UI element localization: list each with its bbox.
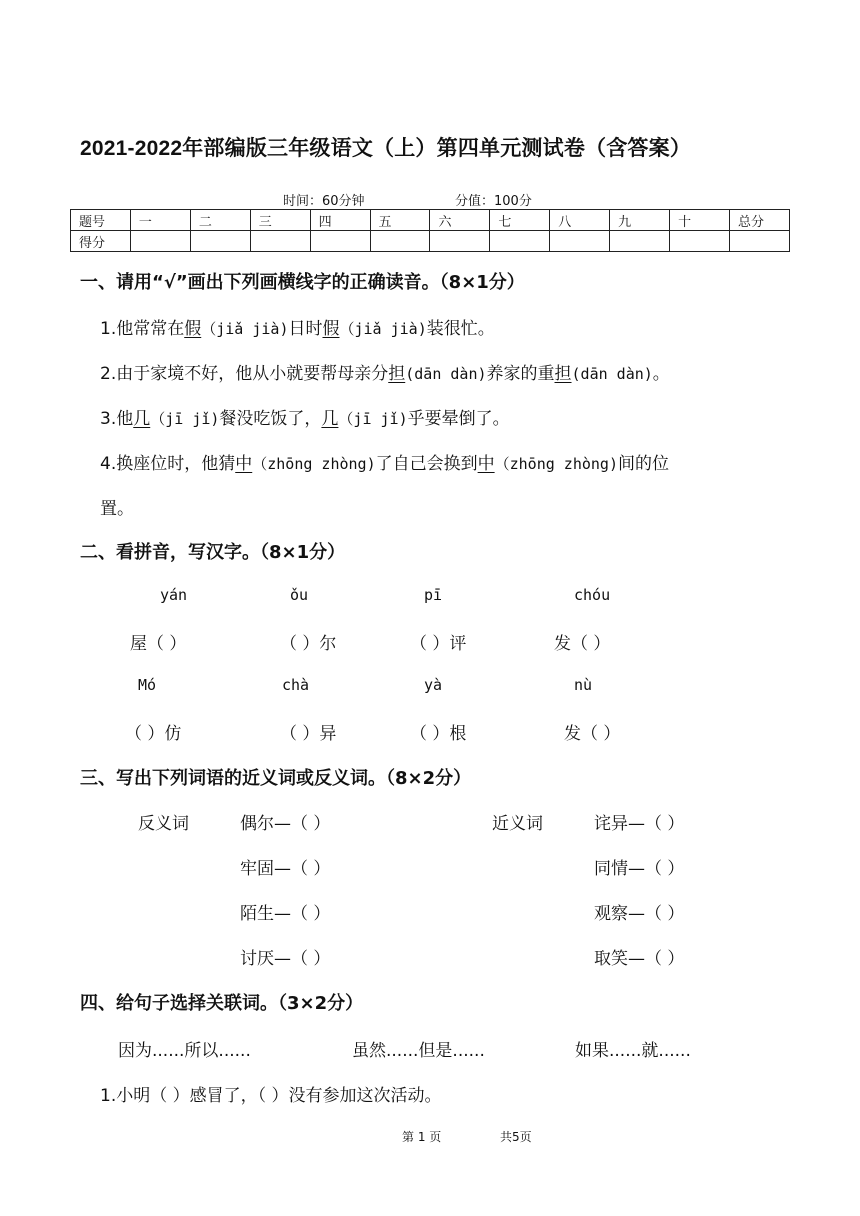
- pinyin-label: chóu: [574, 586, 611, 604]
- text: 餐没吃饭了，: [219, 409, 322, 429]
- score-cell[interactable]: [310, 231, 370, 252]
- write-char-item[interactable]: 发（ ）: [554, 634, 611, 654]
- underlined-char: 担: [554, 364, 572, 384]
- underlined-char: 几: [133, 409, 151, 429]
- pinyin-choice[interactable]: (dān dàn): [571, 365, 653, 383]
- score-cell[interactable]: [250, 231, 310, 252]
- exam-score: 分值：100分: [455, 194, 532, 209]
- word-item[interactable]: 取笑—（ ）: [594, 949, 685, 969]
- write-char-item[interactable]: （ ）评: [410, 634, 467, 654]
- page-total: 共5页: [500, 1130, 532, 1144]
- word-item[interactable]: 陌生—（ ）: [240, 904, 331, 924]
- underlined-char: 假: [184, 319, 202, 339]
- table-cell: 题号: [71, 210, 131, 231]
- section-4-heading: 四、给句子选择关联词。（3×2分）: [80, 993, 364, 1014]
- score-cell[interactable]: [130, 231, 190, 252]
- text: 3.他: [100, 409, 134, 429]
- text: 。: [652, 364, 670, 384]
- underlined-char: 几: [321, 409, 339, 429]
- underlined-char: 中: [235, 454, 253, 474]
- score-cell[interactable]: [490, 231, 550, 252]
- write-char-item[interactable]: （ ）仿: [125, 724, 182, 744]
- pinyin-label: nù: [574, 676, 593, 694]
- table-cell: 得分: [71, 231, 131, 252]
- word-item[interactable]: 诧异—（ ）: [594, 814, 685, 834]
- section-3-heading: 三、写出下列词语的近义词或反义词。（8×2分）: [80, 768, 472, 789]
- pinyin-choice[interactable]: （zhōng zhòng): [494, 455, 618, 473]
- table-cell: 六: [430, 210, 490, 231]
- score-cell[interactable]: [430, 231, 490, 252]
- conjunction-option: 因为......所以......: [118, 1041, 251, 1061]
- write-char-item[interactable]: 发（ ）: [564, 724, 621, 744]
- s1-question-3: [100, 404, 510, 429]
- pinyin-choice[interactable]: (dān dàn): [405, 365, 487, 383]
- write-char-item[interactable]: 屋（ ）: [130, 634, 187, 654]
- s1-question-2: [100, 359, 670, 384]
- s1-question-1: [100, 314, 495, 339]
- score-cell[interactable]: [670, 231, 730, 252]
- page-number: 第 1 页: [402, 1130, 442, 1144]
- score-cell[interactable]: [550, 231, 610, 252]
- pinyin-choice[interactable]: （jī jǐ): [150, 410, 220, 428]
- s4-question-1[interactable]: 1.小明（ ）感冒了，（ ）没有参加这次活动。: [100, 1086, 442, 1106]
- table-cell: 九: [610, 210, 670, 231]
- table-cell: 一: [130, 210, 190, 231]
- pinyin-choice[interactable]: （jiǎ jià): [339, 320, 427, 338]
- score-table-score-row: [71, 231, 790, 252]
- word-item[interactable]: 牢固—（ ）: [240, 859, 331, 879]
- text: 2.由于家境不好，他从小就要帮母亲分: [100, 364, 389, 384]
- exam-time: 时间：60分钟: [283, 194, 365, 209]
- pinyin-label: Mó: [138, 676, 157, 694]
- table-cell: 三: [250, 210, 310, 231]
- section-2-heading: 二、看拼音，写汉字。（8×1分）: [80, 542, 346, 563]
- word-item[interactable]: 讨厌—（ ）: [240, 949, 331, 969]
- s1-question-4-cont: 置。: [100, 499, 134, 519]
- table-cell: 八: [550, 210, 610, 231]
- score-table: [70, 209, 790, 252]
- pinyin-label: ǒu: [290, 586, 309, 604]
- page-title: 2021-2022年部编版三年级语文（上）第四单元测试卷（含答案）: [80, 137, 692, 160]
- s1-question-4: [100, 449, 669, 474]
- text: 养家的重: [486, 364, 555, 384]
- table-cell: 十: [670, 210, 730, 231]
- pinyin-label: pī: [424, 586, 443, 604]
- text: 日时: [288, 319, 323, 339]
- table-cell: 二: [190, 210, 250, 231]
- text: 间的位: [617, 454, 669, 474]
- score-cell[interactable]: [190, 231, 250, 252]
- pinyin-choice[interactable]: （zhōng zhòng): [252, 455, 376, 473]
- table-cell: 总分: [729, 210, 789, 231]
- pinyin-label: chà: [282, 676, 310, 694]
- pinyin-choice[interactable]: （jiǎ jià): [201, 320, 289, 338]
- pinyin-choice[interactable]: （jī jǐ): [338, 410, 408, 428]
- synonym-label: 近义词: [492, 814, 543, 834]
- pinyin-label: yà: [424, 676, 443, 694]
- underlined-char: 中: [477, 454, 495, 474]
- write-char-item[interactable]: （ ）异: [280, 724, 337, 744]
- write-char-item[interactable]: （ ）尔: [280, 634, 337, 654]
- score-cell[interactable]: [370, 231, 430, 252]
- underlined-char: 假: [322, 319, 340, 339]
- score-cell[interactable]: [729, 231, 789, 252]
- conjunction-option: 如果......就......: [575, 1041, 691, 1061]
- text: 乎要晕倒了。: [407, 409, 510, 429]
- text: 4.换座位时，他猜: [100, 454, 236, 474]
- pinyin-label: yán: [160, 586, 188, 604]
- score-cell[interactable]: [610, 231, 670, 252]
- table-cell: 七: [490, 210, 550, 231]
- text: 装很忙。: [426, 319, 495, 339]
- word-item[interactable]: 同情—（ ）: [594, 859, 685, 879]
- score-table-header-row: [71, 210, 790, 231]
- word-item[interactable]: 观察—（ ）: [594, 904, 685, 924]
- antonym-label: 反义词: [138, 814, 189, 834]
- write-char-item[interactable]: （ ）根: [410, 724, 467, 744]
- word-item[interactable]: 偶尔—（ ）: [240, 814, 331, 834]
- section-1-heading: 一、请用“√”画出下列画横线字的正确读音。（8×1分）: [80, 272, 525, 293]
- underlined-char: 担: [388, 364, 406, 384]
- table-cell: 四: [310, 210, 370, 231]
- table-cell: 五: [370, 210, 430, 231]
- text: 了自己会换到: [375, 454, 478, 474]
- conjunction-option: 虽然......但是......: [352, 1041, 485, 1061]
- text: 1.他常常在: [100, 319, 185, 339]
